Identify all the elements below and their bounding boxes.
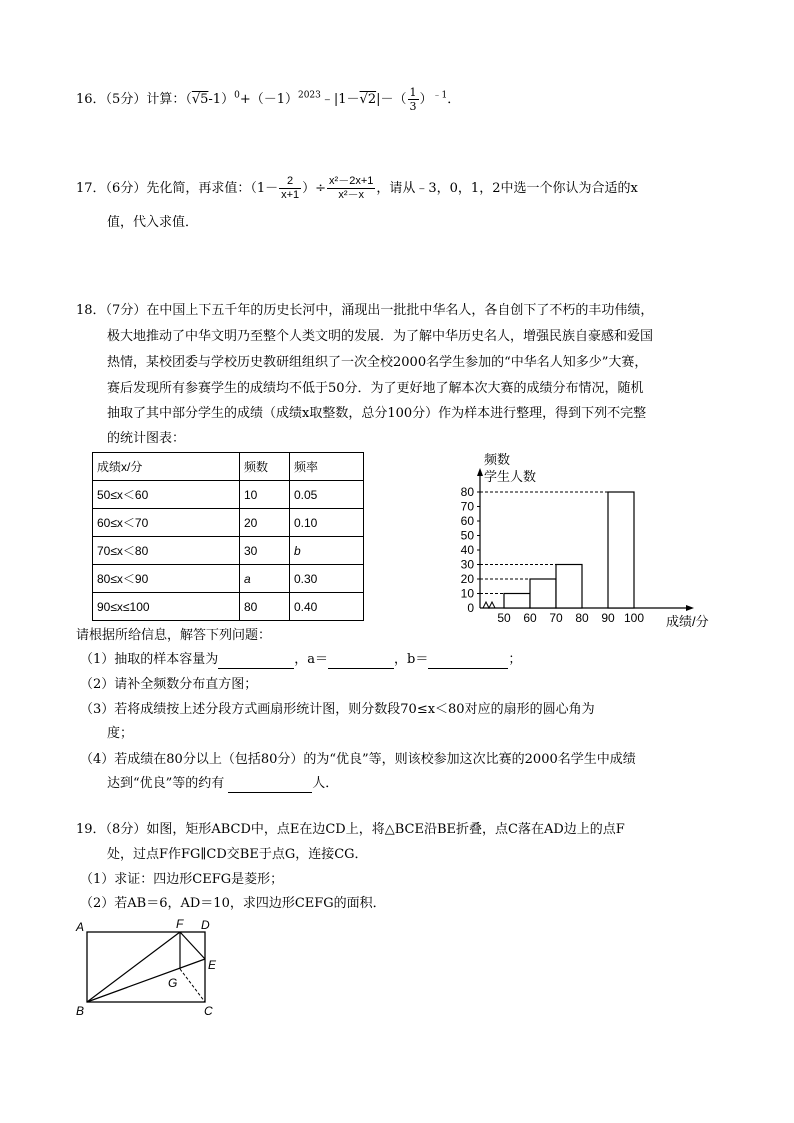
q16-part: （: [185, 92, 192, 107]
table-cell: 80: [240, 593, 290, 621]
q16-part: ）: [419, 92, 433, 107]
table-cell: 0.40: [290, 593, 364, 621]
table-cell: 30: [240, 537, 290, 565]
table-header: 成绩x/分: [93, 453, 240, 481]
question-16: [76, 86, 460, 113]
geometry-figure: [70, 915, 230, 1025]
y-axis-title-line2: 学生人数: [484, 469, 537, 484]
table-row: [93, 593, 364, 621]
axis-break-mark: [483, 602, 495, 608]
table-header-row: [93, 453, 364, 481]
y-tick-label: 10: [460, 586, 474, 601]
label-f: F: [176, 917, 184, 931]
q16-label: 16．（5分）计算：: [76, 92, 186, 107]
y-axis-title-line1: 频数: [484, 452, 511, 467]
q17-part: ，请从﹣3，0，1，2中选一个你认为合适的x: [376, 181, 638, 196]
q16-part: |－（: [376, 92, 407, 107]
q16-sqrt2: √2: [359, 92, 377, 107]
y-axis-arrow: [477, 468, 483, 476]
x-axis-title: 成绩/分: [666, 614, 709, 629]
y-tick-label: 70: [460, 499, 474, 514]
segment-fe: [180, 932, 205, 959]
x-tick-label: 50: [497, 611, 511, 625]
chart-axes: [477, 468, 694, 611]
y-tick-label: 20: [460, 572, 474, 586]
histogram-bar: [504, 594, 530, 609]
q17-label: 17．（6分）先化简，再求值：（1－: [76, 181, 279, 196]
segment-gc: [180, 969, 205, 1002]
table-row: [93, 481, 364, 509]
table-cell: 10: [240, 481, 290, 509]
table-cell: 0.30: [290, 565, 364, 593]
question-17-line2: 值，代入求值．: [107, 215, 199, 230]
table-header: 频率: [290, 453, 364, 481]
table-cell: 50≤x＜60: [93, 481, 240, 509]
q17-part: ）÷: [302, 181, 327, 196]
question-18-line: 抽取了其中部分学生的成绩（成绩x取整数，总分100分）作为样本进行整理，得到下列不完整: [107, 406, 647, 421]
segment-bf: [87, 932, 180, 1002]
y-tick-label: 30: [460, 557, 474, 572]
x-tick-label: 90: [601, 611, 615, 625]
y-tick-label: 60: [460, 514, 474, 528]
question-17: [76, 175, 638, 202]
x-tick-label: 60: [523, 611, 537, 625]
fraction-numerator: x²－2x+1: [329, 175, 374, 187]
q18-sub1-text: （1）抽取的样本容量为: [80, 652, 219, 667]
q18-sub1-text: ；: [508, 652, 522, 667]
q16-exponent: ﹣1: [432, 90, 448, 101]
chart-labels: [461, 452, 709, 629]
chart-bars: [504, 492, 634, 608]
label-e: E: [208, 958, 217, 972]
table-cell: a: [240, 565, 290, 593]
q16-part: +（－1）: [239, 92, 298, 107]
label-a: A: [76, 920, 85, 934]
question-18-line: 极大地推动了中华文明乃至整个人类文明的发展．为了解中华历史名人，增强民族自豪感和爱国: [107, 329, 654, 344]
q18-sub4-text: 达到“优良”等的约有: [107, 776, 225, 791]
fraction-numerator: 1: [409, 86, 417, 99]
table-row: [93, 565, 364, 593]
question-19-line: （1）求证：四边形CEFG是菱形；: [80, 872, 284, 887]
q18-sub3-line2: 度；: [107, 726, 134, 741]
answer-blank-b[interactable]: [428, 655, 508, 669]
table-cell: 70≤x＜80: [93, 537, 240, 565]
question-18-line: 热情，某校团委与学校历史教研组组织了一次全校2000名学生参加的“中华名人知多少”大赛，: [107, 355, 648, 370]
q16-part: ﹣|1－: [320, 92, 360, 107]
y-tick-label: 50: [460, 528, 474, 543]
question-18-line: 18．（7分）在中国上下五千年的历史长河中，涌现出一批批中华名人，各自创下了不朽的丰功伟绩，: [76, 303, 654, 318]
q16-part: ．: [447, 92, 461, 107]
fraction-denominator: 3: [409, 100, 417, 113]
q18-sub4-line2: [107, 775, 338, 793]
q16-exponent: 0: [234, 90, 240, 101]
label-g: G: [168, 976, 178, 990]
question-19-line: 19．（8分）如图，矩形ABCD中，点E在边CD上，将△BCE沿BE折叠，点C落在AD边上的点F: [76, 822, 625, 837]
table-row: [93, 509, 364, 537]
answer-blank-excellent[interactable]: [228, 779, 312, 793]
question-18-line: 的统计图表：: [107, 431, 186, 446]
histogram-bar: [556, 565, 582, 609]
histogram-chart: [440, 450, 730, 635]
x-axis-arrow: [686, 605, 694, 611]
table-cell: 80≤x＜90: [93, 565, 240, 593]
fraction-numerator: 2: [279, 175, 301, 189]
fraction-denominator: x+1: [281, 189, 300, 201]
label-d: D: [201, 918, 210, 932]
table-header: 频数: [240, 453, 290, 481]
segment-be: [87, 959, 205, 1002]
table-cell: 0.10: [290, 509, 364, 537]
table-cell: 60≤x＜70: [93, 509, 240, 537]
label-b: B: [76, 1004, 85, 1018]
answer-blank-sample[interactable]: [218, 655, 294, 669]
q16-part: -1）: [208, 92, 235, 107]
table-cell: 90≤x≤100: [93, 593, 240, 621]
histogram-bar: [608, 492, 634, 608]
table-cell: b: [290, 537, 364, 565]
fraction-denominator: x²－x: [338, 189, 365, 201]
y-tick-label: 0: [467, 601, 474, 615]
y-tick-label: 40: [460, 543, 474, 557]
table-cell: 0.05: [290, 481, 364, 509]
q17-fraction-2: [327, 175, 375, 202]
q16-fraction: [408, 86, 419, 113]
q18-sub2: （2）请补全频数分布直方图；: [80, 677, 258, 692]
q16-exponent: 2023: [297, 90, 321, 101]
x-tick-label: 80: [575, 611, 589, 625]
q17-fraction-1: [279, 175, 301, 202]
histogram-bar: [530, 579, 556, 608]
q18-sub4-text: 人．: [312, 776, 339, 791]
frequency-table: [92, 452, 364, 621]
question-18-line: 赛后发现所有参赛学生的成绩均不低于50分．为了更好地了解本次大赛的成绩分布情况，随机: [107, 381, 644, 396]
question-19-line: 处，过点F作FG∥CD交BE于点G，连接CG．: [107, 847, 368, 862]
q18-sub1-text: ，a＝: [294, 652, 329, 667]
q18-sub3-line1: （3）若将成绩按上述分段方式画扇形统计图，则分数段70≤x＜80对应的扇形的圆心角为: [80, 702, 595, 717]
q18-sub1-text: ，b＝: [394, 652, 429, 667]
answer-blank-a[interactable]: [328, 655, 394, 669]
x-tick-label: 70: [549, 611, 563, 625]
q18-sub4-line1: （4）若成绩在80分以上（包括80分）的为“优良”等，则该校参加这次比赛的2000名学生中成绩: [80, 752, 636, 767]
y-tick-label: 80: [460, 485, 474, 499]
x-tick-label: 100: [623, 611, 645, 625]
q18-sub1: [80, 651, 521, 669]
question-19-line: （2）若AB＝6，AD＝10，求四边形CEFG的面积．: [80, 896, 386, 911]
label-c: C: [204, 1004, 213, 1018]
q18-intro: 请根据所给信息，解答下列问题：: [76, 628, 272, 643]
table-row: [93, 537, 364, 565]
rectangle-abcd: [87, 932, 205, 1002]
q16-sqrt5: √5: [191, 92, 209, 107]
table-cell: 20: [240, 509, 290, 537]
